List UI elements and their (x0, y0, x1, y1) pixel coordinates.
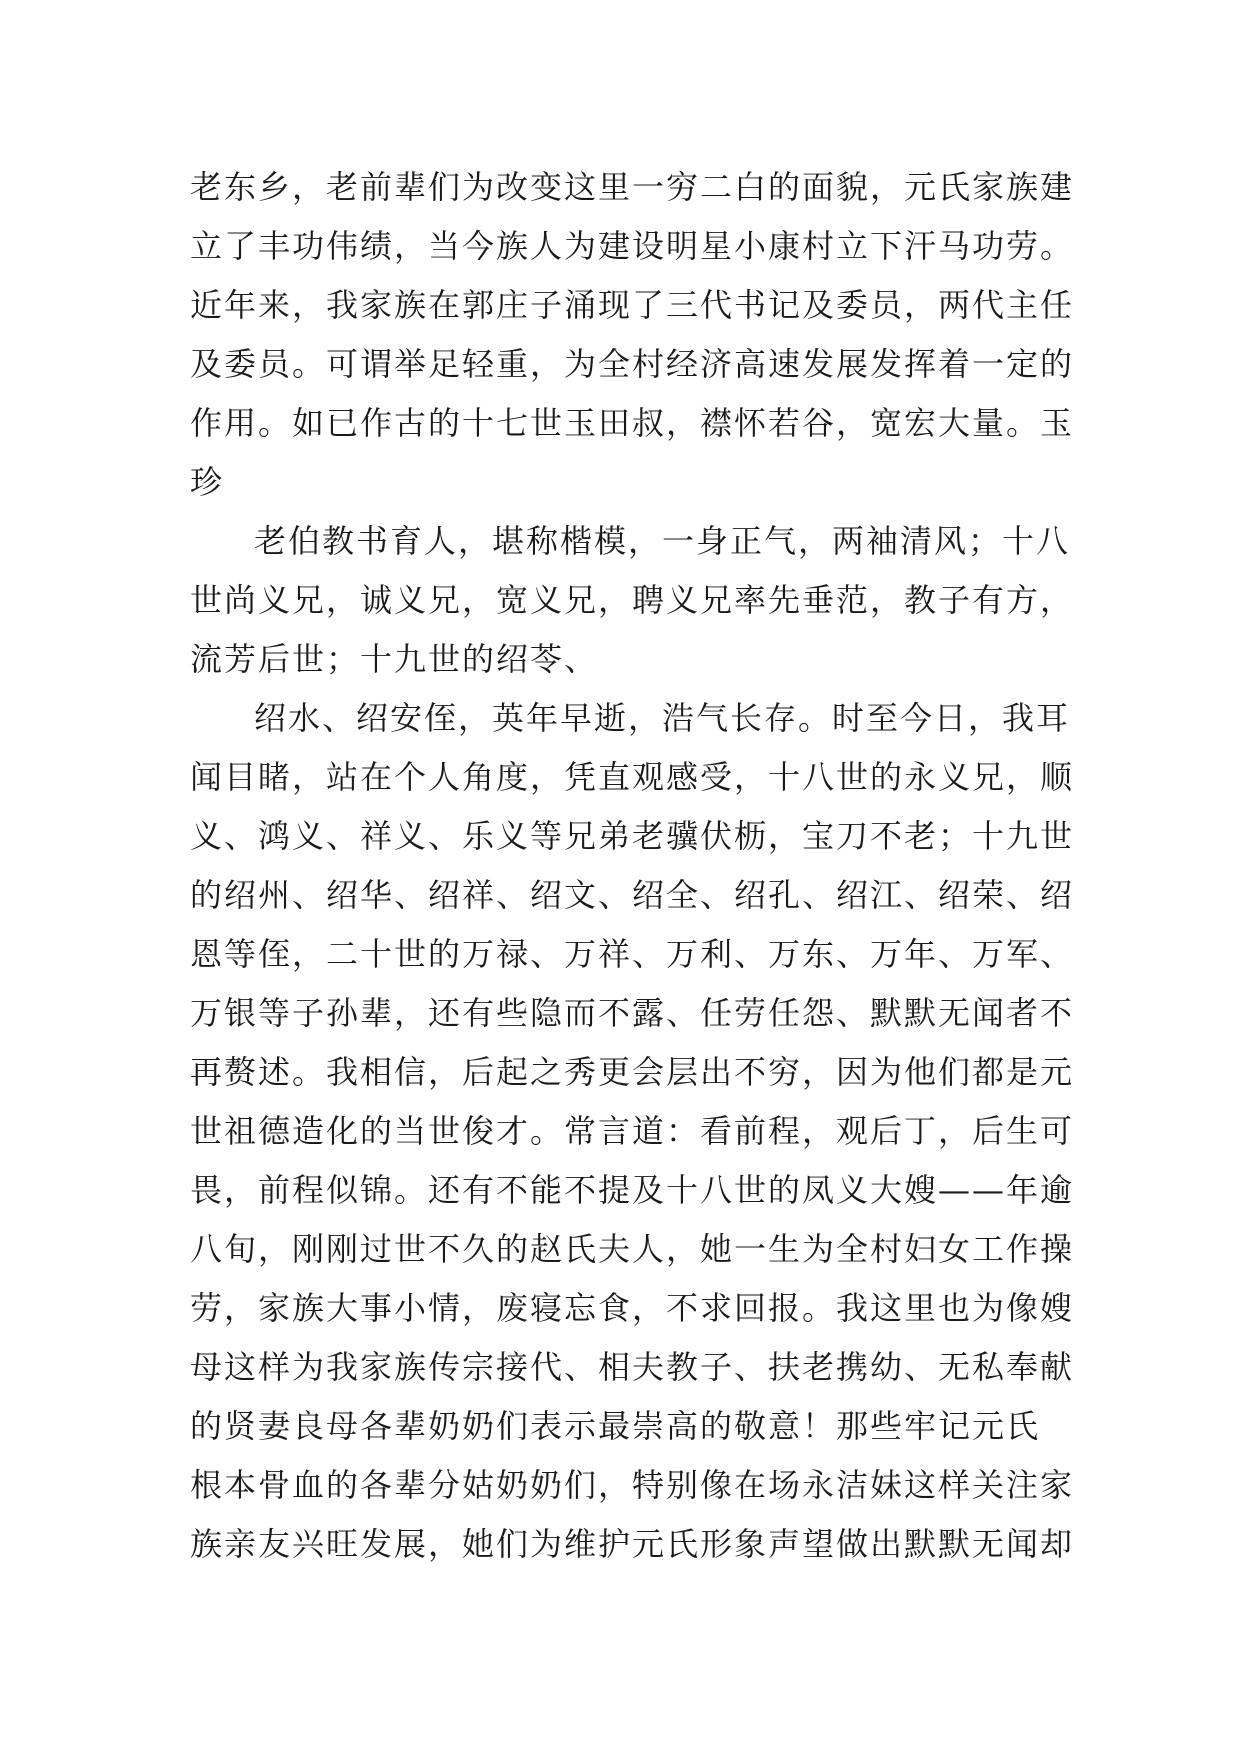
text-line: 闻目睹，站在个人角度，凭直观感受，十八世的永义兄，顺 (190, 758, 1075, 796)
text-line: 母这样为我家族传宗接代、相夫教子、扶老携幼、无私奉献 (190, 1348, 1075, 1386)
text-line: 立了丰功伟绩，当今族人为建设明星小康村立下汗马功劳。 (190, 227, 1075, 265)
text-line: 老东乡，老前辈们为改变这里一穷二白的面貌，元氏家族建 (190, 168, 1075, 206)
body-text (190, 158, 1075, 1574)
text-line: 的绍州、绍华、绍祥、绍文、绍全、绍孔、绍江、绍荣、绍 (190, 876, 1075, 914)
text-line: 根本骨血的各辈分姑奶奶们，特别像在场永洁妹这样关注家 (190, 1466, 1075, 1504)
text-line: 万银等子孙辈，还有些隐而不露、任劳任怨、默默无闻者不 (190, 994, 1075, 1032)
text-line: 绍水、绍安侄，英年早逝，浩气长存。时至今日，我耳 (254, 699, 1071, 737)
text-line: 义、鸿义、祥义、乐义等兄弟老骥伏枥，宝刀不老；十九世 (190, 817, 1075, 855)
text-line: 的贤妻良母各辈奶奶们表示最崇高的敬意！那些牢记元氏 (190, 1407, 1041, 1445)
text-line: 流芳后世；十九世的绍苓、 (190, 640, 599, 678)
text-line: 族亲友兴旺发展，她们为维护元氏形象声望做出默默无闻却 (190, 1525, 1075, 1563)
text-line: 再赘述。我相信，后起之秀更会层出不穷，因为他们都是元 (190, 1053, 1075, 1091)
text-line: 作用。如已作古的十七世玉田叔，襟怀若谷，宽宏大量。玉 (190, 404, 1075, 442)
text-line: 劳，家族大事小情，废寝忘食，不求回报。我这里也为像嫂 (190, 1289, 1075, 1327)
paragraph-3 (190, 689, 1075, 1574)
text-line: 八旬，刚刚过世不久的赵氏夫人，她一生为全村妇女工作操 (190, 1230, 1075, 1268)
text-line: 近年来，我家族在郭庄子涌现了三代书记及委员，两代主任 (190, 286, 1075, 324)
text-line: 世祖德造化的当世俊才。常言道：看前程，观后丁，后生可 (190, 1112, 1075, 1150)
text-line: 畏，前程似锦。还有不能不提及十八世的凤义大嫂——年逾 (190, 1171, 1075, 1209)
text-line: 恩等侄，二十世的万禄、万祥、万利、万东、万年、万军、 (190, 935, 1075, 973)
text-line: 世尚义兄，诚义兄，宽义兄，聘义兄率先垂范，教子有方， (190, 581, 1075, 619)
paragraph-1 (190, 158, 1075, 512)
text-line: 及委员。可谓举足轻重，为全村经济高速发展发挥着一定的 (190, 345, 1075, 383)
text-line: 珍 (190, 463, 225, 501)
text-line: 老伯教书育人，堪称楷模，一身正气，两袖清风；十八 (254, 522, 1071, 560)
paragraph-2 (190, 512, 1075, 689)
